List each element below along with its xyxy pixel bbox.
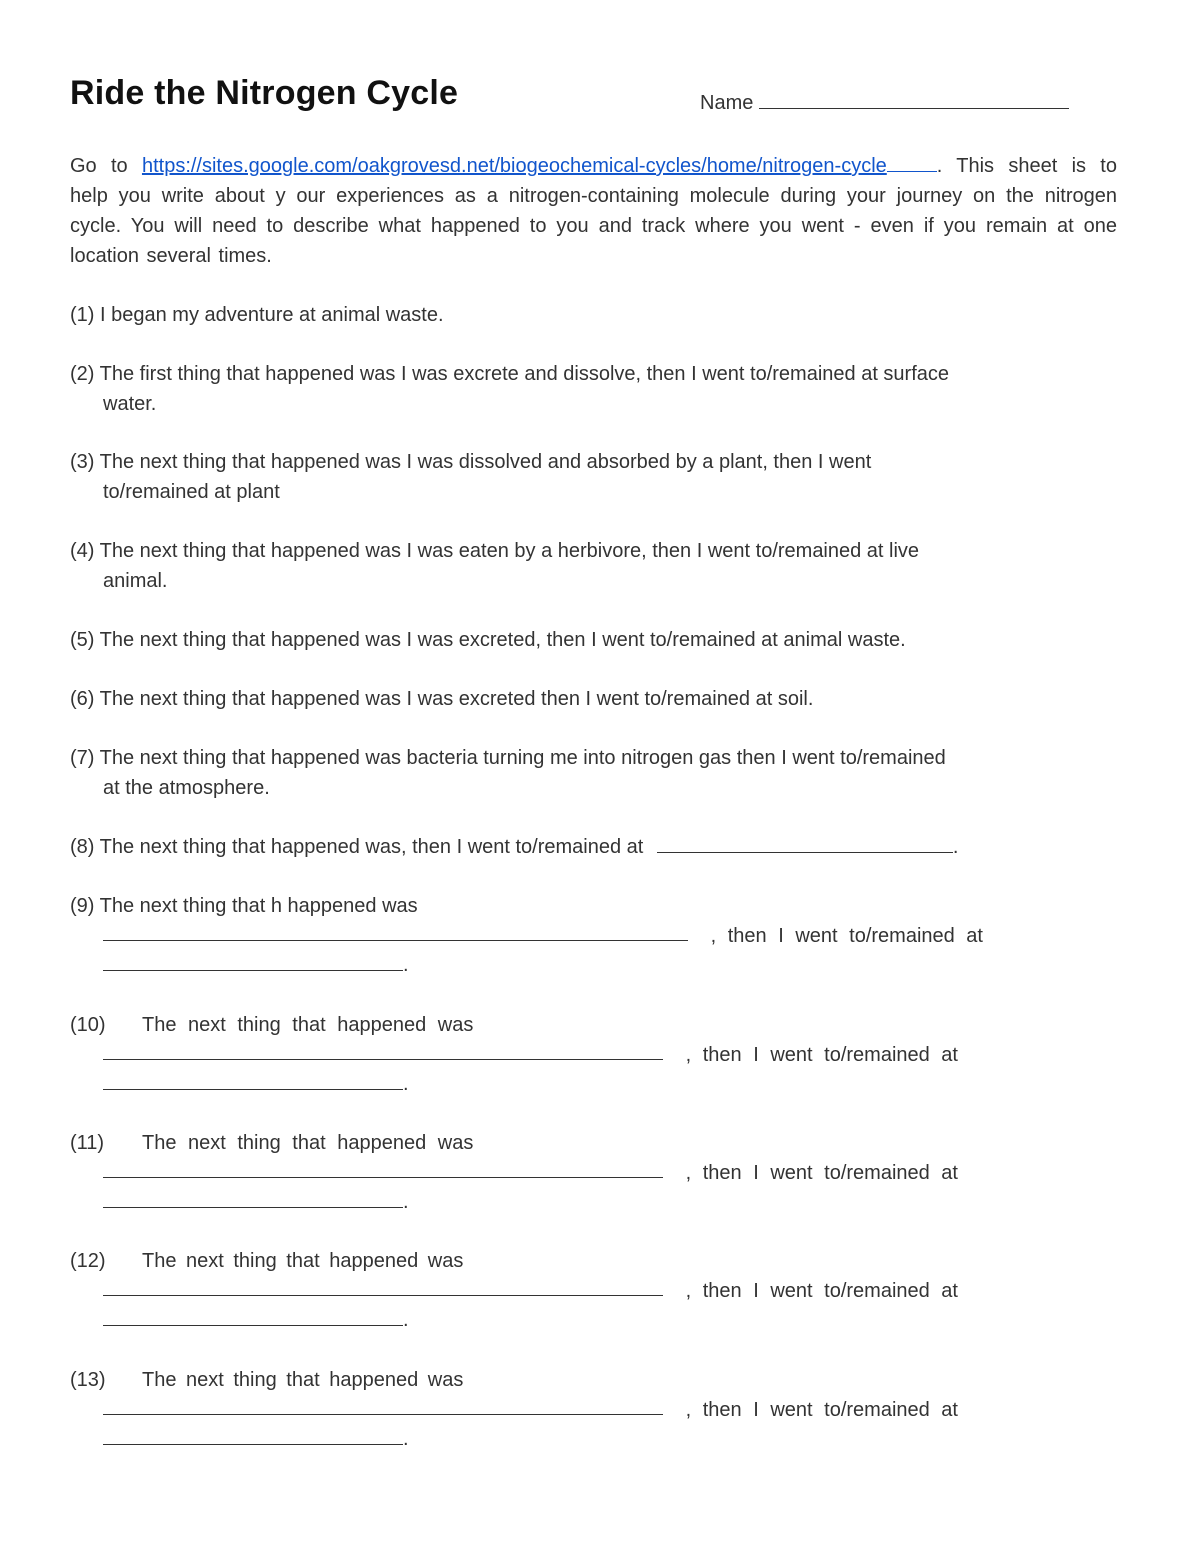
list-item (70, 1011, 1070, 1100)
fill-row-end (70, 1306, 1070, 1336)
item-end: . (403, 1309, 409, 1331)
item-number: (1) (70, 304, 95, 326)
location-blank[interactable] (103, 1071, 403, 1090)
item-text-continued: water. (103, 392, 157, 415)
item-text-continued: animal. (103, 569, 168, 592)
item-text: The first thing that happened was I was excrete and dissolve, then I went to/remained at surface (99, 363, 950, 385)
item-text: The next thing that happened was I was eaten by a herbivore, then I went to/remained at live (99, 540, 920, 562)
item-mid-text: , then I went to/remained at (685, 1161, 958, 1184)
item-end: . (403, 1191, 409, 1213)
list-item (70, 833, 1070, 863)
item-number: (5) (70, 629, 95, 651)
item-number: (4) (70, 540, 95, 562)
item-mid-text: , then I went to/remained at (710, 924, 983, 947)
fill-row (70, 1277, 958, 1307)
event-blank[interactable] (103, 1277, 663, 1296)
item-text: The next thing that happened was (142, 1369, 464, 1391)
location-blank[interactable] (103, 952, 403, 971)
item-text: The next thing that happened was bacteria turning me into nitrogen gas then I went to/remained (99, 747, 946, 769)
item-end: . (403, 1073, 409, 1095)
list-item (70, 685, 1070, 715)
location-blank[interactable] (103, 1307, 403, 1326)
event-blank[interactable] (103, 1396, 663, 1415)
name-blank[interactable] (759, 88, 1069, 109)
location-blank[interactable] (657, 834, 953, 853)
item-number: (2) (70, 363, 95, 385)
fill-row-end (70, 1070, 1070, 1100)
item-end: . (403, 1428, 409, 1450)
event-blank[interactable] (103, 922, 688, 941)
item-mid-text: , then I went to/remained at (685, 1279, 958, 1302)
item-number: (13) (70, 1369, 106, 1391)
location-blank[interactable] (103, 1426, 403, 1445)
fill-row-end (70, 1425, 1070, 1455)
fill-row (70, 1396, 958, 1426)
event-blank[interactable] (103, 1041, 663, 1060)
item-number: (12) (70, 1250, 106, 1272)
list-item (70, 892, 1070, 981)
intro-prefix: Go to (70, 155, 128, 177)
fill-row-end (70, 1188, 1070, 1218)
item-text: The next thing that happened was I was excreted then I went to/remained at soil. (99, 688, 814, 710)
item-mid-text: , then I went to/remained at (685, 1043, 958, 1066)
item-text-continued: at the atmosphere. (103, 776, 270, 799)
name-label: Name (700, 92, 754, 114)
item-mid-text: , then I went to/remained at (685, 1398, 958, 1421)
list-item (70, 537, 1070, 596)
list-item (70, 448, 1070, 507)
link-underline-gap (887, 153, 937, 172)
item-number: (9) (70, 895, 95, 917)
list-item (70, 360, 1070, 419)
list-item (70, 1366, 1070, 1455)
page-title: Ride the Nitrogen Cycle (70, 74, 459, 112)
fill-row-end (70, 951, 1070, 981)
item-text: The next thing that happened was (142, 1132, 474, 1154)
item-number: (8) (70, 836, 95, 858)
item-number: (6) (70, 688, 95, 710)
nitrogen-cycle-link[interactable]: https://sites.google.com/oakgrovesd.net/biogeochemical-cycles/home/nitrogen-cycle (141, 155, 887, 177)
list-item (70, 1129, 1070, 1218)
fill-row (70, 922, 983, 952)
item-text-continued: to/remained at plant (103, 480, 280, 503)
intro-text: . This sheet is to help you write about y our experiences as a nitrogen-containing molecule during your journey on the nitrogen cycle. You will need to describe what happened to you and track where you went - even if you remain at one location several times. (70, 155, 1117, 267)
list-item (70, 744, 1070, 803)
item-text: The next thing that happened was I was dissolved and absorbed by a plant, then I went (99, 451, 872, 473)
list-item (70, 626, 1070, 656)
item-text: I began my adventure at animal waste. (100, 304, 444, 326)
item-text: The next thing that happened was, then I went to/remained at (99, 836, 644, 858)
item-end: . (952, 836, 959, 858)
fill-row (70, 1041, 958, 1071)
item-end: . (403, 954, 409, 976)
event-blank[interactable] (103, 1159, 663, 1178)
fill-row (70, 1159, 958, 1189)
item-number: (7) (70, 747, 95, 769)
location-blank[interactable] (103, 1189, 403, 1208)
item-text: The next thing that happened was (142, 1014, 474, 1036)
item-number: (10) (70, 1014, 106, 1036)
list-item (70, 1247, 1070, 1336)
item-number: (11) (70, 1132, 105, 1154)
intro-paragraph (70, 151, 1117, 271)
list-item (70, 301, 1070, 331)
item-text: The next thing that happened was I was excreted, then I went to/remained at animal waste. (99, 629, 906, 651)
name-field-row (700, 88, 1069, 115)
item-text: The next thing that h happened was (99, 895, 418, 917)
item-text: The next thing that happened was (142, 1250, 464, 1272)
item-number: (3) (70, 451, 95, 473)
